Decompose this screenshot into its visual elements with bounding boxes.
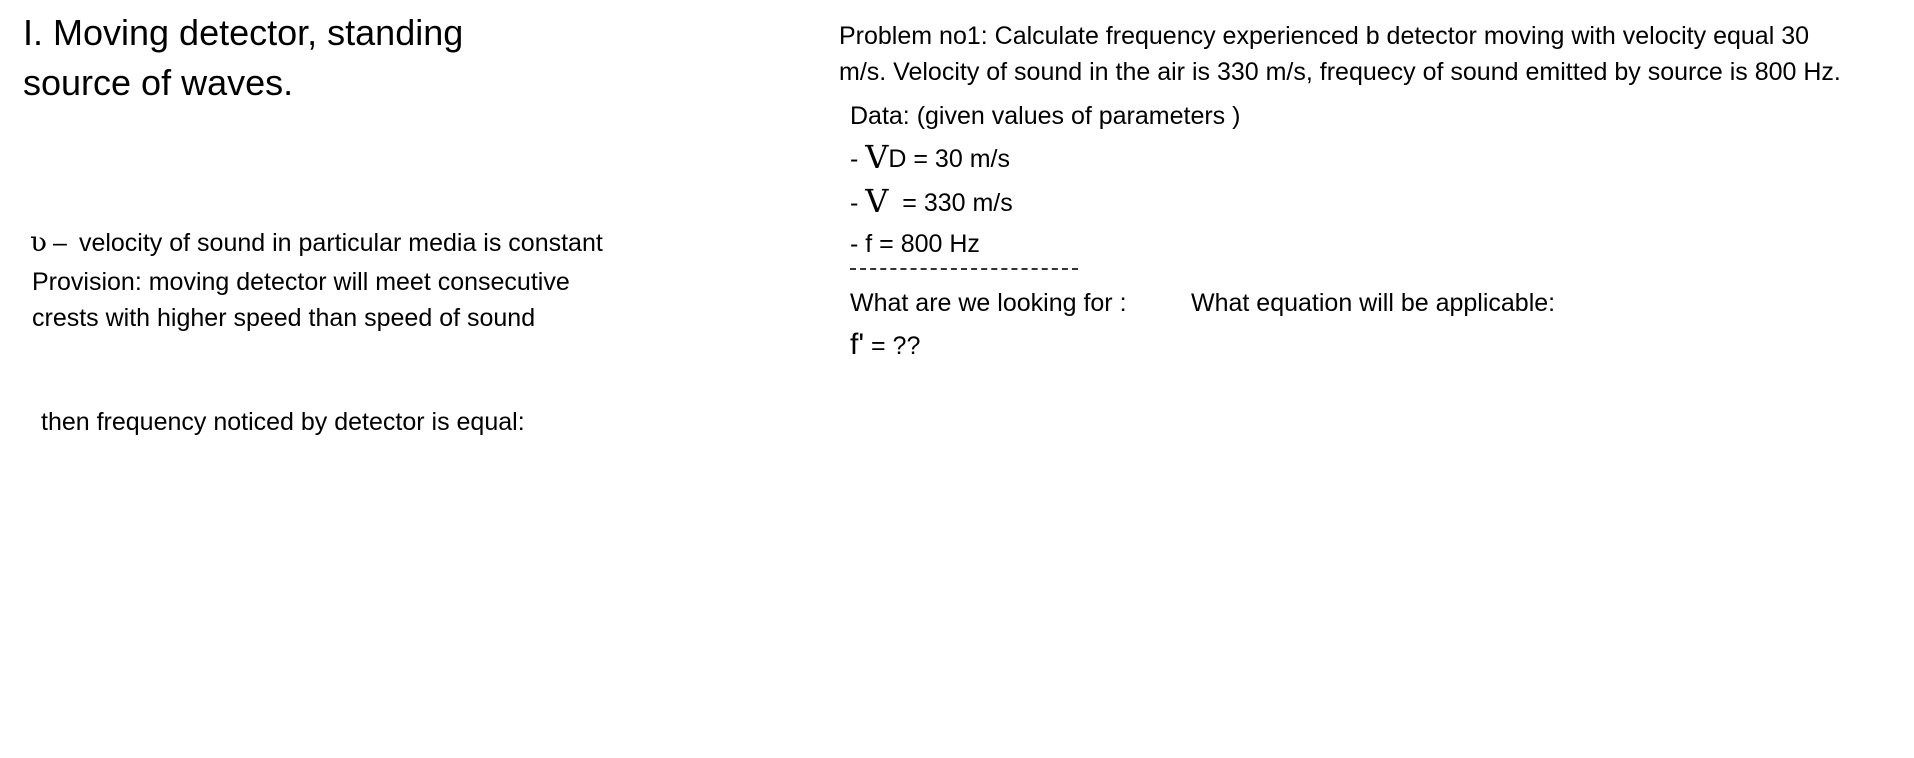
given-data bbox=[850, 96, 1240, 264]
problem-line-1: Problem no1: Calculate frequency experienced b detector moving with velocity equal 30 bbox=[839, 22, 1809, 50]
data-heading: Data: (given values of parameters ) bbox=[850, 102, 1241, 130]
velocity-symbol: ʋ bbox=[30, 225, 48, 258]
section-title bbox=[23, 8, 543, 108]
data-row-prefix: - bbox=[850, 230, 866, 258]
frequency-statement: then frequency noticed by detector is equal: bbox=[41, 408, 525, 436]
equation-question: What equation will be applicable: bbox=[1191, 289, 1556, 317]
problem-statement bbox=[839, 18, 1899, 90]
data-row-value: f = 800 Hz bbox=[865, 230, 980, 258]
provision-line-1: Provision: moving detector will meet consecutive bbox=[32, 268, 570, 296]
section-title-line-1: I. Moving detector, standing bbox=[23, 12, 464, 53]
data-row-symbol: V bbox=[865, 182, 889, 220]
data-row-value: = 330 m/s bbox=[888, 189, 1013, 217]
unknown-quantity bbox=[850, 325, 920, 366]
provision-line-2: crests with higher speed than speed of sound bbox=[32, 304, 536, 332]
data-row-value: D = 30 m/s bbox=[888, 145, 1010, 173]
unknown-symbol: f' bbox=[850, 328, 865, 361]
velocity-dash: – bbox=[53, 229, 67, 257]
data-row-prefix: - bbox=[850, 145, 866, 173]
section-title-line-2: source of waves. bbox=[23, 62, 294, 103]
unknown-value: = ?? bbox=[864, 332, 921, 360]
data-row-frequency bbox=[850, 224, 1240, 264]
dashed-separator bbox=[850, 268, 1078, 274]
data-row-detector-velocity bbox=[850, 136, 1240, 180]
data-row-symbol: V bbox=[865, 138, 889, 176]
problem-line-2: m/s. Velocity of sound in the air is 330 m/s, frequecy of sound emitted by source is 800 Hz. bbox=[839, 58, 1841, 86]
data-row-sound-velocity bbox=[850, 180, 1240, 224]
velocity-text: velocity of sound in particular media is constant bbox=[78, 229, 603, 257]
data-row-prefix: - bbox=[850, 189, 866, 217]
velocity-definition bbox=[30, 224, 603, 261]
provision-text bbox=[32, 264, 672, 336]
looking-for-label: What are we looking for : bbox=[850, 289, 1127, 317]
